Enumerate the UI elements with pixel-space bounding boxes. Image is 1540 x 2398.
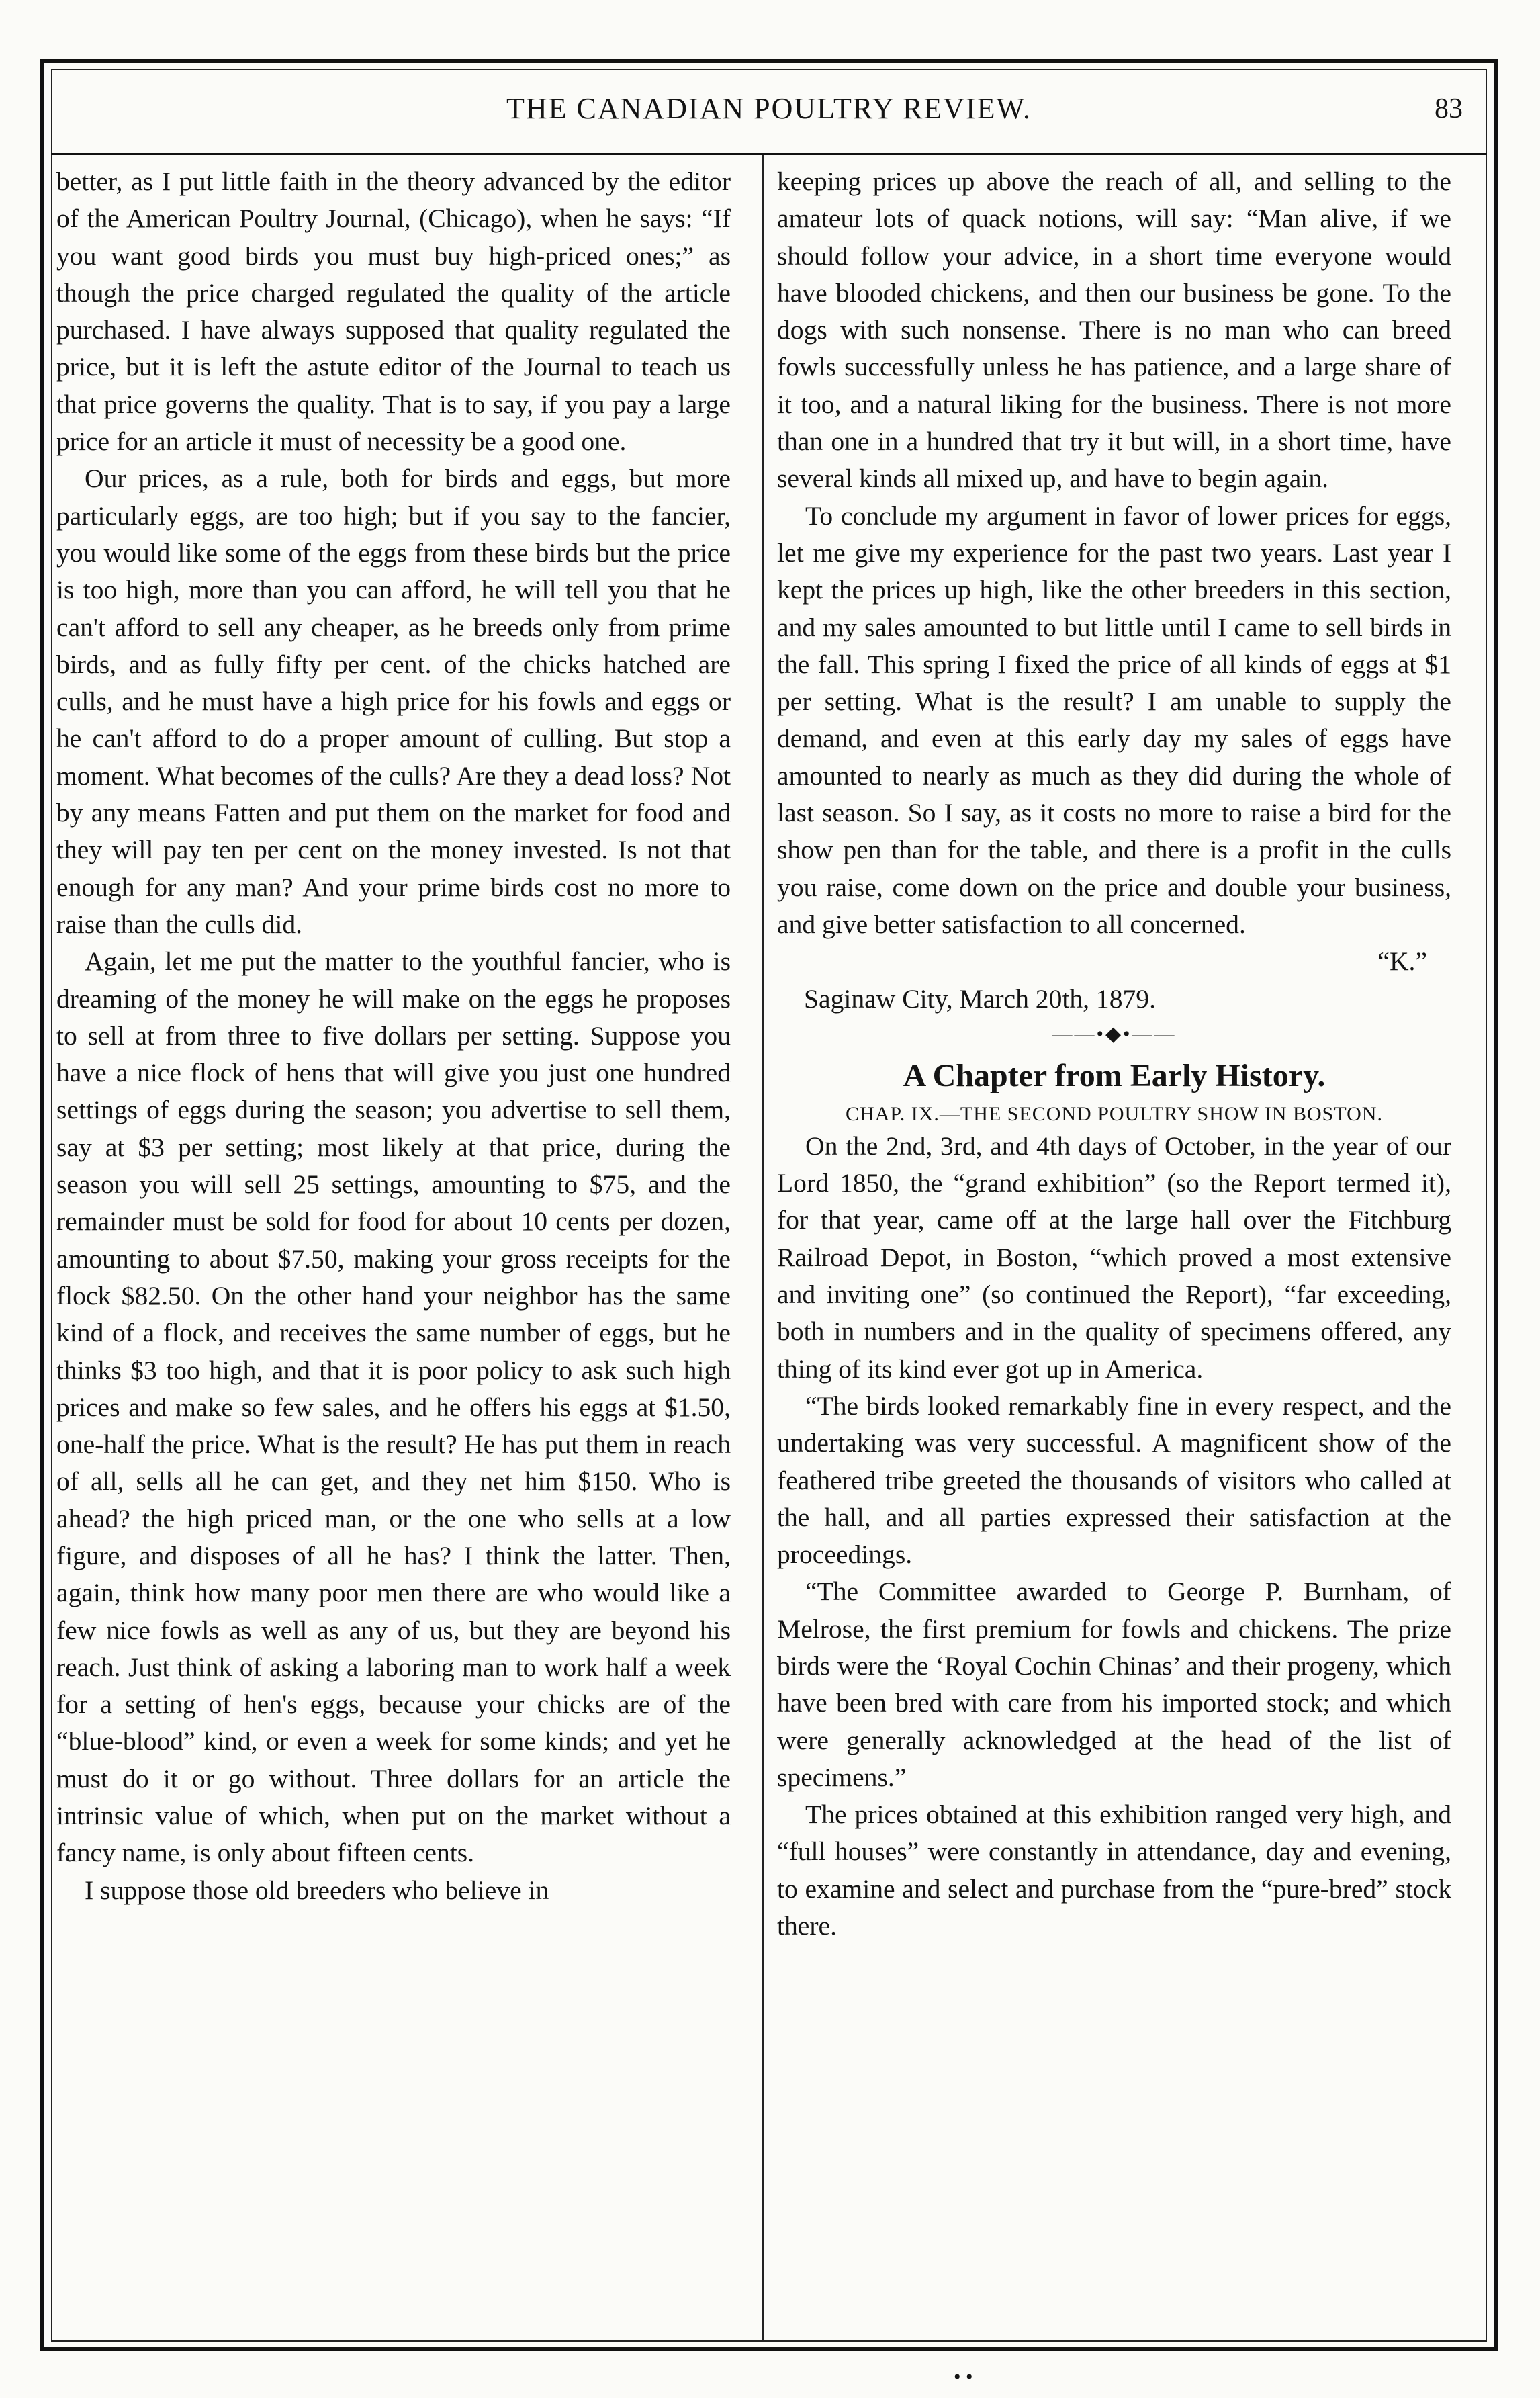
page-number: 83 xyxy=(1435,93,1463,124)
left-column xyxy=(56,163,731,1909)
chapter-paragraph: On the 2nd, 3rd, and 4th days of October, in the year of our Lord 1850, the “grand exhibition” (so the Report termed it), for that year, came off at the large hall over the Fitchburg Railroad Depot, in Boston, “which proved a most extensive and inviting one” (so continued the Report), “far exceeding, both in numbers and in the quality of specimens offered, any thing of its kind ever got up in America. xyxy=(777,1130,1451,1384)
left-paragraph: better, as I put little faith in the theory advanced by the editor of the American Poultry Journal, (Chicago), when he says: “If you want good birds you must buy high-priced ones;” as though the price charged regulated the quality of the article purchased. I have always supposed that quality regulated the price, but it is left the astute editor of the Journal to teach us that price governs the quality. That is to say, if you pay a large price for an article it must of necessity be a good one. xyxy=(56,167,731,457)
right-paragraph: keeping prices up above the reach of all, and selling to the amateur lots of quack notions, will say: “Man alive, if we should follow your advice, in a short time everyone would have blooded chickens, and then our business be gone. To the dogs with such nonsense. There is no man who can breed fowls successfully unless he has patience, and a large share of it too, and a natural liking for the business. There is not more than one in a hundred that try it but will, in a short time, have several kinds all mixed up, and have to begin again. xyxy=(777,167,1451,494)
footer-mark: • • xyxy=(954,2366,973,2388)
chapter-paragraph: “The Committee awarded to George P. Burnham, of Melrose, the first premium for fowls and chickens. The prize birds were the ‘Royal Cochin Chinas’ and their progeny, which have been bred with care from his imported stock; and which were generally acknowledged at the head of the list of specimens.” xyxy=(777,1577,1451,1792)
page-header xyxy=(51,79,1487,146)
header-divider xyxy=(51,153,1487,155)
section-ornament: ——•◆•—— xyxy=(1052,1022,1177,1045)
right-column xyxy=(777,163,1451,1945)
article-dateline: Saginaw City, March 20th, 1879. xyxy=(804,983,1156,1014)
column-divider xyxy=(762,155,764,2342)
right-paragraph: To conclude my argument in favor of lower prices for eggs, let me give my experience for the past two years. Last year I kept the prices up high, like the other breeders in this section, and my sales amounted to but little until I came to sell birds in the fall. This spring I fixed the price of all kinds of eggs at $1 per setting. What is the result? I am unable to supply the demand, and even at this early day my sales of eggs have amounted to nearly as much as they did during the whole of last season. So I say, as it costs no more to raise a bird for the show pen than for the table, and there is a profit in the culls you raise, come down on the price and double your business, and give better satisfaction to all concerned. xyxy=(777,500,1451,939)
article-signature: “K.” xyxy=(1377,946,1427,977)
publication-title: THE CANADIAN POULTRY REVIEW. xyxy=(506,92,1032,125)
left-paragraph: Again, let me put the matter to the youthful fancier, who is dreaming of the money he will make on the eggs he proposes to sell at from three to five dollars per setting. Suppose you have a nice flock of hens that will give you just one hundred settings of eggs during the season; you advertise to sell them, say at $3 per setting; most likely at that price, during the season you will sell 25 settings, amounting to $75, and the remainder must be sold for food for about 10 cents per dozen, amounting to about $7.50, making your gross receipts for the flock $82.50. On the other hand your neighbor has the same kind of a flock, and receives the same number of eggs, but he thinks $3 too high, and that it is poor policy to ask such high prices and make so few sales, and he offers his eggs at $1.50, one-half the price. What is the result? He has put them in reach of all, sells all he can get, and they net him $150. Who is ahead? the high priced man, or the one who sells at a low figure, and disposes of all he has? I think the latter. Then, again, think how many poor men there are who would like a few nice fowls as well as any of us, but they are beyond his reach. Just think of asking a laboring man to work half a week for a setting of hen's eggs, because your chicks are of the “blue-blood” kind, or even a week for some kinds; and yet he must do it or go without. Three dollars for an article the intrinsic value of which, when put on the market without a fancy name, is only about fifteen cents. xyxy=(56,946,731,1868)
chapter-subtitle: CHAP. IX.—THE SECOND POULTRY SHOW IN BOSTON. xyxy=(846,1102,1383,1125)
left-paragraph: I suppose those old breeders who believe in xyxy=(85,1875,549,1905)
left-paragraph: Our prices, as a rule, both for birds and eggs, but more particularly eggs, are too high; but if you say to the fancier, you would like some of the eggs from these birds but the price is too high, more than you can afford, he will tell you that he can't afford to sell any cheaper, as he breeds only from prime birds, and as fully fifty per cent. of the chicks hatched are culls, and he must have a high price for his fowls and eggs or he can't afford to do a proper amount of culling. But stop a moment. What becomes of the culls? Are they a dead loss? Not by any means Fatten and put them on the market for food and they will pay ten per cent on the money invested. Is not that enough for any man? And your prime birds cost no more to raise than the culls did. xyxy=(56,463,731,939)
chapter-title: A Chapter from Early History. xyxy=(903,1057,1326,1094)
chapter-paragraph: “The birds looked remarkably fine in every respect, and the undertaking was very successful. A magnificent show of the feathered tribe greeted the thousands of visitors who called at the hall, and all parties expressed their satisfaction at the proceedings. xyxy=(777,1390,1451,1570)
chapter-paragraph: The prices obtained at this exhibition ranged very high, and “full houses” were constantly in attendance, day and evening, to examine and select and purchase from the “pure-bred” stock there. xyxy=(777,1800,1451,1941)
